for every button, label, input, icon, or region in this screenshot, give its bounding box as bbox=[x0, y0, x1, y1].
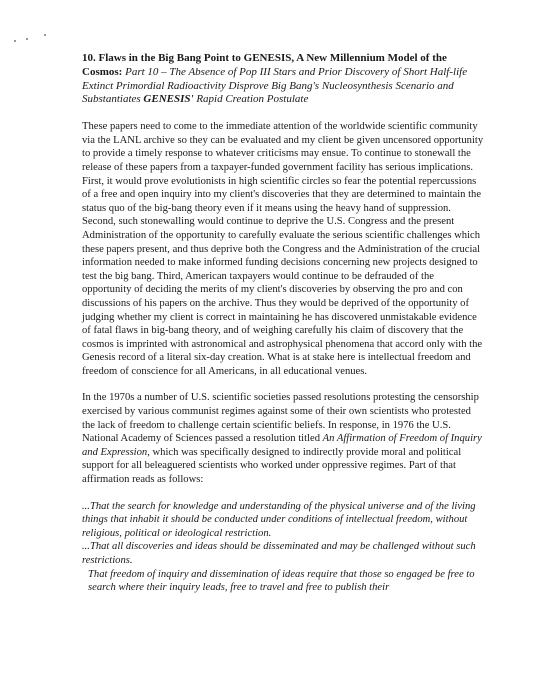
heading-subtitle-part-a: Part 10 – The Absence of Pop III Stars and Prior Discovery of Short Half-life Extinct Primordial Radioactivity Disprove Big Bang's Nucleosynthesis Scenario and Substantiates bbox=[82, 65, 468, 106]
quote-line-1: ...That the search for knowledge and understanding of the physical universe and of the living things that inhabit it should be conducted under conditions of intellectual freedom, without religious, political or ideological restriction. bbox=[82, 500, 476, 539]
scan-speck bbox=[44, 34, 46, 36]
quote-line-3: That freedom of inquiry and dissemination of ideas require that those so engaged be free to search where their inquiry leads, free to travel and free to publish their bbox=[88, 568, 475, 594]
scan-speck bbox=[14, 40, 16, 42]
document-body bbox=[82, 52, 486, 595]
affirmation-title: An Affirmation of Freedom of Inquiry and Expression bbox=[82, 433, 482, 458]
section-heading bbox=[82, 52, 486, 107]
paragraph-1: These papers need to come to the immediate attention of the worldwide scientific community via the LANL archive so they can be evaluated and my client be given uncensored opportunity to provide a timely response to whatever criticisms may ensue. To continue to stonewall the release of these papers from a taxpayer-funded government facility has serious implications. First, it would prove evolutionists in high scientific circles so fear the potential repercussions of a free and open inquiry into my client's discoveries that they are determined to maintain the status quo of the big-bang theory even if it means using the heavy hand of suppression. Second, such stonewalling would continue to deprive the U.S. Congress and the present Administration of the opportunity to carefully evaluate the serious scientific challenges which these papers present, and thus deprive both the Congress and the Administration of the crucial information needed to make informed funding decisions concerning new projects designed to test the big bang. Third, American taxpayers would continue to be defrauded of the opportunity of deciding the merits of my client's discoveries by observing the pro and con discussions of his papers on the archive. Thus they would be deprived of the opportunity of judging whether my client is correct in maintaining he has discovered unmistakable evidence of fatal flaws in big-bang theory, and of weighing carefully his claim of discovery that the cosmos is imprinted with astronomical and astrophysical phenomena that accord only with the Genesis record of a literal six-day creation. What is at stake here is intellectual freedom and freedom of conscience for all Americans, in all educational venues. bbox=[82, 121, 484, 377]
quote-line-2: ...That all discoveries and ideas should be disseminated and may be challenged without such restrictions. bbox=[82, 541, 476, 566]
paragraph-2-after: , which was specifically designed to indirectly provide moral and political support for all beleaguered scientists who worked under oppressive regimes. Part of that affirmation reads as follows: bbox=[82, 446, 462, 486]
scan-speck bbox=[26, 38, 28, 40]
heading-subtitle-genesis: GENESIS' bbox=[143, 93, 194, 106]
paragraph-2 bbox=[82, 391, 486, 486]
affirmation-quote bbox=[82, 500, 486, 595]
paragraph-2-before: In the 1970s a number of U.S. scientific societies passed resolutions protesting the censorship exercised by various communist regimes against some of their own scientists who protested the lack of freedom to challenge certain scientific beliefs. In response, in 1976 the U.S. National Academy of Sciences passed a resolution titled bbox=[82, 392, 479, 445]
heading-subtitle-part-b: Rapid Creation Postulate bbox=[193, 93, 309, 106]
heading-title: 10. Flaws in the Big Bang Point to GENESIS, A New Millennium Model of the Cosmos: bbox=[82, 52, 447, 78]
scan-specks bbox=[14, 34, 54, 44]
